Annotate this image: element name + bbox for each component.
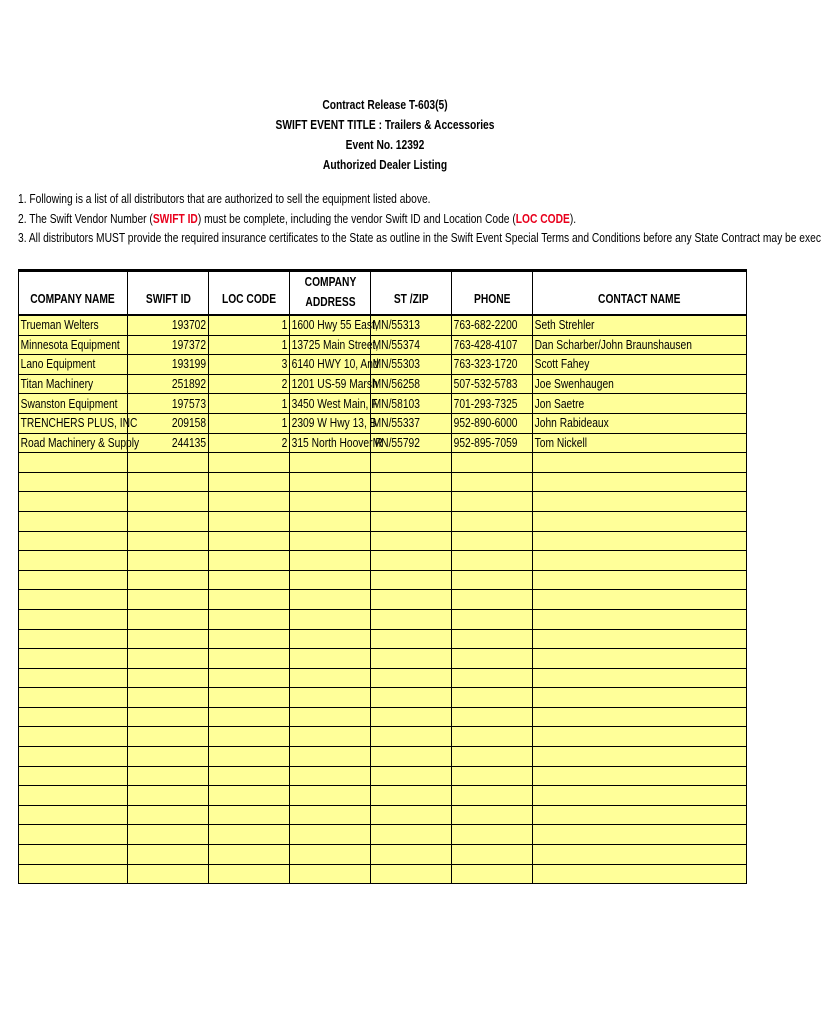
empty-cell[interactable]	[209, 864, 290, 884]
empty-cell[interactable]	[452, 453, 533, 473]
empty-cell[interactable]	[209, 453, 290, 473]
swift-id-cell[interactable]: 251892	[128, 374, 209, 394]
phone-cell[interactable]: 952-895-7059	[452, 433, 533, 453]
empty-cell[interactable]	[533, 590, 747, 610]
table-row	[19, 394, 747, 414]
address-cell[interactable]: 1600 Hwy 55 East,	[290, 315, 371, 335]
empty-cell[interactable]	[371, 845, 452, 865]
empty-cell[interactable]	[533, 649, 747, 669]
col-contact-name: CONTACT NAME	[533, 271, 747, 316]
empty-cell[interactable]	[209, 570, 290, 590]
empty-cell[interactable]	[290, 668, 371, 688]
empty-cell[interactable]	[128, 492, 209, 512]
empty-cell[interactable]	[19, 551, 128, 571]
empty-cell[interactable]	[533, 825, 747, 845]
table-row	[19, 335, 747, 355]
empty-cell[interactable]	[290, 747, 371, 767]
empty-cell[interactable]	[128, 766, 209, 786]
empty-cell[interactable]	[371, 649, 452, 669]
empty-cell[interactable]	[290, 453, 371, 473]
empty-cell[interactable]	[452, 747, 533, 767]
phone-cell[interactable]: 701-293-7325	[452, 394, 533, 414]
st-zip-cell[interactable]: MN/56258	[371, 374, 452, 394]
st-zip-cell[interactable]: MN/55303	[371, 355, 452, 375]
empty-cell[interactable]	[452, 551, 533, 571]
phone-cell[interactable]: 952-890-6000	[452, 413, 533, 433]
empty-cell[interactable]	[533, 570, 747, 590]
contact-name-cell[interactable]: Scott Fahey	[533, 355, 747, 375]
contact-name-cell[interactable]: Joe Swenhaugen	[533, 374, 747, 394]
empty-cell[interactable]	[290, 688, 371, 708]
empty-cell[interactable]	[209, 688, 290, 708]
company-name-cell[interactable]: Trueman Welters	[19, 315, 128, 335]
empty-cell[interactable]	[452, 766, 533, 786]
empty-cell[interactable]	[290, 551, 371, 571]
st-zip-cell[interactable]: MN/55792	[371, 433, 452, 453]
empty-cell[interactable]	[209, 649, 290, 669]
empty-cell[interactable]	[19, 472, 128, 492]
note-2-part-b: ) must be complete, including the vendor Swift ID and Location Code (	[197, 211, 516, 226]
empty-cell[interactable]	[19, 649, 128, 669]
empty-cell[interactable]	[371, 590, 452, 610]
contact-name-cell[interactable]: John Rabideaux	[533, 413, 747, 433]
empty-cell[interactable]	[371, 511, 452, 531]
empty-cell[interactable]	[452, 825, 533, 845]
note-2-part-c: ).	[569, 211, 577, 226]
contact-name-cell[interactable]: Dan Scharber/John Braunshausen	[533, 335, 747, 355]
listing-title: Authorized Dealer Listing	[322, 158, 448, 172]
empty-cell[interactable]	[452, 649, 533, 669]
empty-cell[interactable]	[371, 747, 452, 767]
empty-table-row	[19, 707, 747, 727]
empty-cell[interactable]	[209, 551, 290, 571]
company-name-cell[interactable]: Minnesota Equipment	[19, 335, 128, 355]
empty-cell[interactable]	[452, 629, 533, 649]
empty-cell[interactable]	[128, 649, 209, 669]
empty-cell[interactable]	[290, 825, 371, 845]
table-row	[19, 433, 747, 453]
empty-cell[interactable]	[452, 688, 533, 708]
empty-cell[interactable]	[128, 805, 209, 825]
empty-cell[interactable]	[371, 805, 452, 825]
empty-cell[interactable]	[533, 805, 747, 825]
empty-cell[interactable]	[19, 531, 128, 551]
empty-cell[interactable]	[19, 825, 128, 845]
empty-cell[interactable]	[371, 727, 452, 747]
empty-table-row	[19, 766, 747, 786]
empty-table-row	[19, 551, 747, 571]
empty-cell[interactable]	[128, 453, 209, 473]
company-name-cell[interactable]: Swanston Equipment	[19, 394, 128, 414]
empty-cell[interactable]	[371, 570, 452, 590]
company-name-cell[interactable]: Titan Machinery	[19, 374, 128, 394]
empty-cell[interactable]	[533, 786, 747, 806]
empty-table-row	[19, 570, 747, 590]
empty-cell[interactable]	[128, 570, 209, 590]
event-title: SWIFT EVENT TITLE : Trailers & Accessories	[275, 118, 495, 132]
empty-cell[interactable]	[290, 570, 371, 590]
empty-cell[interactable]	[19, 747, 128, 767]
note-1: 1. Following is a list of all distributors that are authorized to sell the equipment listed above.	[18, 192, 431, 206]
phone-cell[interactable]: 763-323-1720	[452, 355, 533, 375]
empty-cell[interactable]	[290, 629, 371, 649]
empty-cell[interactable]	[533, 727, 747, 747]
empty-cell[interactable]	[371, 551, 452, 571]
empty-cell[interactable]	[209, 609, 290, 629]
empty-table-row	[19, 668, 747, 688]
table-row	[19, 413, 747, 433]
empty-table-row	[19, 590, 747, 610]
empty-cell[interactable]	[128, 531, 209, 551]
empty-cell[interactable]	[371, 492, 452, 512]
col-company-address: COMPANY ADDRESS	[290, 271, 371, 316]
st-zip-cell[interactable]: MN/55337	[371, 413, 452, 433]
company-name-cell[interactable]: TRENCHERS PLUS, INC	[19, 413, 128, 433]
col-company-name: COMPANY NAME	[19, 271, 128, 316]
empty-cell[interactable]	[290, 590, 371, 610]
phone-cell[interactable]: 763-682-2200	[452, 315, 533, 335]
loc-code-cell[interactable]: 1	[209, 315, 290, 335]
empty-cell[interactable]	[371, 707, 452, 727]
empty-cell[interactable]	[19, 453, 128, 473]
empty-cell[interactable]	[128, 845, 209, 865]
empty-table-row	[19, 805, 747, 825]
empty-cell[interactable]	[209, 511, 290, 531]
st-zip-cell[interactable]: MN/55374	[371, 335, 452, 355]
empty-cell[interactable]	[533, 668, 747, 688]
empty-cell[interactable]	[19, 786, 128, 806]
empty-cell[interactable]	[290, 492, 371, 512]
empty-cell[interactable]	[371, 472, 452, 492]
empty-cell[interactable]	[128, 472, 209, 492]
empty-cell[interactable]	[128, 825, 209, 845]
empty-cell[interactable]	[371, 609, 452, 629]
empty-cell[interactable]	[209, 472, 290, 492]
empty-table-row	[19, 472, 747, 492]
header-row	[19, 271, 747, 316]
address-cell[interactable]: 6140 HWY 10, And	[290, 355, 371, 375]
notes-clip	[0, 0, 821, 300]
empty-table-row	[19, 825, 747, 845]
empty-cell[interactable]	[209, 766, 290, 786]
empty-cell[interactable]	[290, 727, 371, 747]
empty-cell[interactable]	[209, 629, 290, 649]
empty-cell[interactable]	[290, 707, 371, 727]
empty-table-row	[19, 864, 747, 884]
empty-cell[interactable]	[533, 688, 747, 708]
empty-cell[interactable]	[533, 864, 747, 884]
empty-cell[interactable]	[128, 727, 209, 747]
empty-table-row	[19, 649, 747, 669]
empty-cell[interactable]	[290, 786, 371, 806]
empty-cell[interactable]	[19, 590, 128, 610]
empty-cell[interactable]	[19, 609, 128, 629]
note-2	[18, 210, 772, 230]
address-cell[interactable]: 3450 West Main, F	[290, 394, 371, 414]
empty-cell[interactable]	[371, 688, 452, 708]
empty-cell[interactable]	[19, 766, 128, 786]
empty-cell[interactable]	[290, 531, 371, 551]
table-row	[19, 374, 747, 394]
contact-name-cell[interactable]: Seth Strehler	[533, 315, 747, 335]
empty-cell[interactable]	[452, 590, 533, 610]
empty-cell[interactable]	[209, 727, 290, 747]
empty-cell[interactable]	[290, 845, 371, 865]
empty-cell[interactable]	[452, 492, 533, 512]
empty-table-row	[19, 688, 747, 708]
empty-cell[interactable]	[19, 864, 128, 884]
empty-cell[interactable]	[533, 707, 747, 727]
empty-cell[interactable]	[371, 786, 452, 806]
st-zip-cell[interactable]: MN/55313	[371, 315, 452, 335]
empty-cell[interactable]	[19, 492, 128, 512]
empty-cell[interactable]	[371, 453, 452, 473]
empty-table-row	[19, 609, 747, 629]
empty-table-row	[19, 492, 747, 512]
loc-code-cell[interactable]: 3	[209, 355, 290, 375]
swift-id-cell[interactable]: 244135	[128, 433, 209, 453]
empty-cell[interactable]	[209, 747, 290, 767]
empty-cell[interactable]	[19, 668, 128, 688]
empty-cell[interactable]	[209, 786, 290, 806]
empty-cell[interactable]	[533, 747, 747, 767]
loc-code-highlight: LOC CODE	[515, 211, 570, 226]
empty-cell[interactable]	[533, 845, 747, 865]
empty-table-row	[19, 629, 747, 649]
empty-cell[interactable]	[452, 707, 533, 727]
st-zip-cell[interactable]: MN/58103	[371, 394, 452, 414]
empty-table-row	[19, 747, 747, 767]
empty-cell[interactable]	[128, 668, 209, 688]
col-loc-code: LOC CODE	[209, 271, 290, 316]
swift-id-cell[interactable]: 197573	[128, 394, 209, 414]
empty-cell[interactable]	[371, 864, 452, 884]
col-phone: PHONE	[452, 271, 533, 316]
empty-cell[interactable]	[533, 511, 747, 531]
empty-table-row	[19, 786, 747, 806]
note-2-part-a: 2. The Swift Vendor Number (	[18, 211, 153, 226]
col-swift-id: SWIFT ID	[128, 271, 209, 316]
table-row	[19, 315, 747, 335]
empty-cell[interactable]	[209, 668, 290, 688]
swift-id-cell[interactable]: 193199	[128, 355, 209, 375]
col-st-zip: ST /ZIP	[371, 271, 452, 316]
empty-cell[interactable]	[452, 472, 533, 492]
empty-cell[interactable]	[128, 786, 209, 806]
swift-id-cell[interactable]: 197372	[128, 335, 209, 355]
empty-cell[interactable]	[290, 472, 371, 492]
empty-cell[interactable]	[452, 570, 533, 590]
loc-code-cell[interactable]: 2	[209, 374, 290, 394]
event-number: Event No. 12392	[345, 138, 425, 152]
loc-code-cell[interactable]: 2	[209, 433, 290, 453]
empty-cell[interactable]	[452, 511, 533, 531]
empty-cell[interactable]	[19, 629, 128, 649]
empty-cell[interactable]	[209, 590, 290, 610]
contact-name-cell[interactable]: Tom Nickell	[533, 433, 747, 453]
empty-table-row	[19, 453, 747, 473]
empty-cell[interactable]	[452, 727, 533, 747]
empty-cell[interactable]	[128, 629, 209, 649]
empty-cell[interactable]	[452, 805, 533, 825]
empty-cell[interactable]	[19, 511, 128, 531]
empty-cell[interactable]	[128, 590, 209, 610]
empty-cell[interactable]	[371, 629, 452, 649]
empty-cell[interactable]	[19, 707, 128, 727]
address-cell[interactable]: 13725 Main Street,	[290, 335, 371, 355]
empty-cell[interactable]	[19, 845, 128, 865]
dealer-table	[18, 269, 747, 884]
empty-cell[interactable]	[19, 570, 128, 590]
empty-cell[interactable]	[533, 472, 747, 492]
empty-cell[interactable]	[290, 511, 371, 531]
empty-cell[interactable]	[128, 551, 209, 571]
empty-cell[interactable]	[533, 551, 747, 571]
empty-cell[interactable]	[371, 825, 452, 845]
instructions	[18, 190, 821, 249]
address-cell[interactable]: 315 North Hoover R	[290, 433, 371, 453]
empty-cell[interactable]	[452, 609, 533, 629]
empty-cell[interactable]	[371, 668, 452, 688]
address-cell[interactable]: 2309 W Hwy 13, B	[290, 413, 371, 433]
empty-cell[interactable]	[533, 492, 747, 512]
empty-cell[interactable]	[209, 825, 290, 845]
empty-cell[interactable]	[452, 531, 533, 551]
empty-cell[interactable]	[371, 766, 452, 786]
phone-cell[interactable]: 763-428-4107	[452, 335, 533, 355]
empty-cell[interactable]	[290, 766, 371, 786]
company-name-cell[interactable]: Lano Equipment	[19, 355, 128, 375]
empty-cell[interactable]	[19, 805, 128, 825]
empty-table-row	[19, 531, 747, 551]
empty-cell[interactable]	[209, 492, 290, 512]
contact-name-cell[interactable]: Jon Saetre	[533, 394, 747, 414]
contract-release: Contract Release T-603(5)	[322, 98, 448, 112]
loc-code-cell[interactable]: 1	[209, 394, 290, 414]
empty-table-row	[19, 845, 747, 865]
empty-cell[interactable]	[533, 453, 747, 473]
empty-cell[interactable]	[128, 707, 209, 727]
note-3: 3. All distributors MUST provide the required insurance certificates to the State as outline in the Swift Event Special Terms and Conditions before any State Contract may be exec	[18, 231, 821, 245]
loc-code-cell[interactable]: 1	[209, 335, 290, 355]
empty-cell[interactable]	[533, 766, 747, 786]
company-name-cell[interactable]: Road Machinery & Supply	[19, 433, 128, 453]
empty-cell[interactable]	[290, 805, 371, 825]
swift-id-cell[interactable]: 209158	[128, 413, 209, 433]
empty-table-row	[19, 727, 747, 747]
empty-cell[interactable]	[209, 707, 290, 727]
empty-cell[interactable]	[371, 531, 452, 551]
empty-cell[interactable]	[290, 609, 371, 629]
empty-cell[interactable]	[128, 511, 209, 531]
empty-cell[interactable]	[452, 864, 533, 884]
loc-code-cell[interactable]: 1	[209, 413, 290, 433]
empty-cell[interactable]	[452, 668, 533, 688]
empty-cell[interactable]	[290, 864, 371, 884]
empty-cell[interactable]	[209, 805, 290, 825]
empty-cell[interactable]	[209, 845, 290, 865]
phone-cell[interactable]: 507-532-5783	[452, 374, 533, 394]
empty-cell[interactable]	[128, 688, 209, 708]
empty-cell[interactable]	[533, 609, 747, 629]
empty-cell[interactable]	[533, 629, 747, 649]
empty-cell[interactable]	[290, 649, 371, 669]
swift-id-highlight: SWIFT ID	[152, 211, 198, 226]
empty-cell[interactable]	[452, 786, 533, 806]
empty-cell[interactable]	[128, 747, 209, 767]
empty-cell[interactable]	[533, 531, 747, 551]
empty-cell[interactable]	[128, 864, 209, 884]
empty-table-row	[19, 511, 747, 531]
table-row	[19, 355, 747, 375]
empty-cell[interactable]	[19, 688, 128, 708]
empty-cell[interactable]	[19, 727, 128, 747]
empty-cell[interactable]	[209, 531, 290, 551]
swift-id-cell[interactable]: 193702	[128, 315, 209, 335]
table-body	[19, 315, 747, 884]
address-cell[interactable]: 1201 US-59 Marsh	[290, 374, 371, 394]
empty-cell[interactable]	[128, 609, 209, 629]
empty-cell[interactable]	[452, 845, 533, 865]
